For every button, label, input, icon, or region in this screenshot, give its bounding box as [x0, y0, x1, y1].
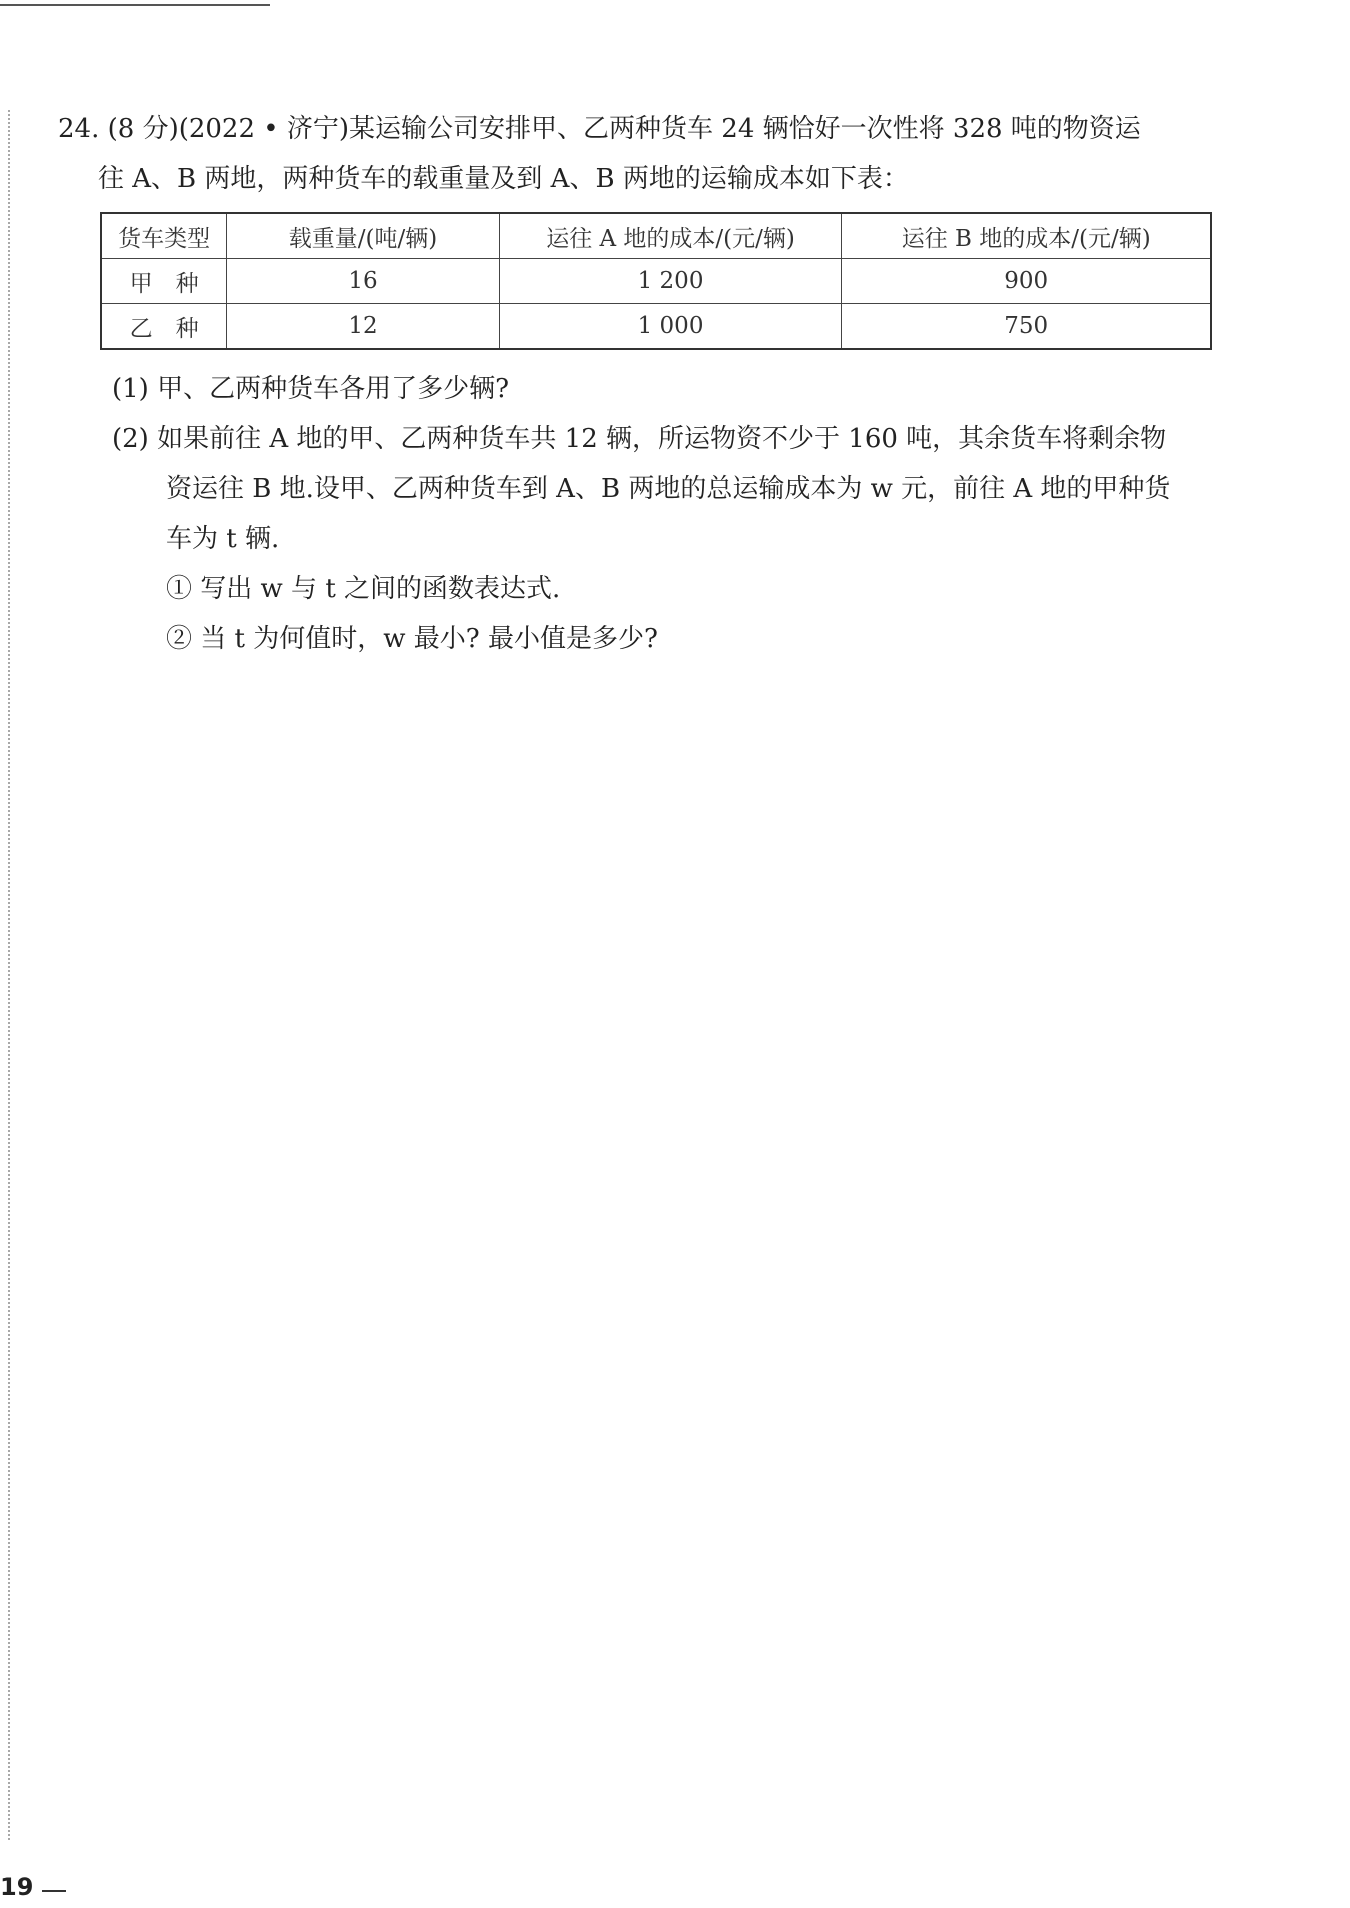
table-header-cell: 运往 B 地的成本/(元/辆): [842, 213, 1211, 259]
table-row: [101, 259, 1211, 304]
question-stem-line-2: 往 A、B 两地，两种货车的载重量及到 A、B 两地的运输成本如下表：: [98, 164, 909, 194]
table-cell: 甲 种: [101, 259, 227, 304]
table-cell: 乙 种: [101, 304, 227, 350]
table-row: [101, 304, 1211, 350]
page-number: 19: [0, 1873, 34, 1901]
binding-margin-dotted-line: [8, 110, 10, 1840]
part-2-line-1: (2) 如果前往 A 地的甲、乙两种货车共 12 辆，所运物资不少于 160 吨，其余货车将剩余物: [112, 424, 1167, 454]
question-24: [58, 104, 1238, 204]
top-rule: [0, 4, 270, 6]
sub-question-2: ② 当 t 为何值时，w 最小? 最小值是多少?: [166, 624, 658, 654]
table-cell: 1 000: [499, 304, 842, 350]
table-header-cell: 货车类型: [101, 213, 227, 259]
truck-cost-table: [100, 212, 1212, 350]
table-header-cell: 运往 A 地的成本/(元/辆): [499, 213, 842, 259]
table-header-row: [101, 213, 1211, 259]
table-cell: 12: [227, 304, 499, 350]
table-cell: 900: [842, 259, 1211, 304]
table-cell: 16: [227, 259, 499, 304]
page-number-dash: [42, 1890, 66, 1892]
question-stem-line-1: 24. (8 分)(2022 • 济宁)某运输公司安排甲、乙两种货车 24 辆恰好一次性将 328 吨的物资运: [58, 114, 1141, 144]
question-parts: [112, 364, 1242, 664]
table-header-cell: 载重量/(吨/辆): [227, 213, 499, 259]
sub-question-1: ① 写出 w 与 t 之间的函数表达式.: [166, 574, 561, 604]
part-2-line-2: 资运往 B 地.设甲、乙两种货车到 A、B 两地的总运输成本为 w 元，前往 A 地的甲种货: [166, 474, 1171, 504]
part-1: (1) 甲、乙两种货车各用了多少辆?: [112, 374, 510, 404]
table-cell: 1 200: [499, 259, 842, 304]
part-2-line-3: 车为 t 辆.: [166, 524, 280, 554]
table-cell: 750: [842, 304, 1211, 350]
